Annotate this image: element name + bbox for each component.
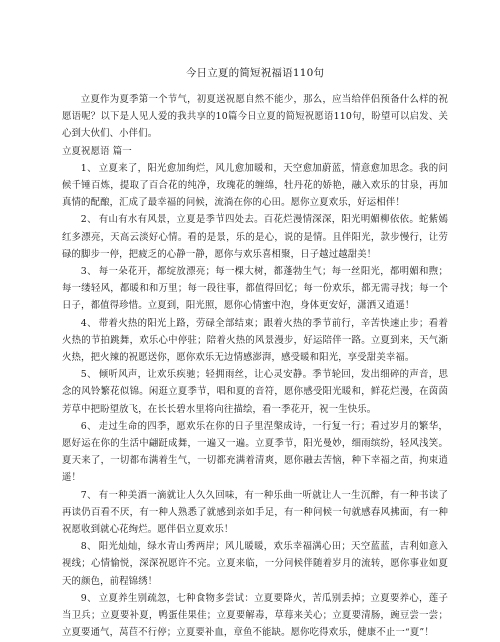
- list-item: 4、 带着火热的阳光上路，劳碌全部结束；跟着火热的季节前行，辛苦快速止步；看着火热的节拍跳舞，欢乐心中停驻；陪着火热的风景漫步，好运陪伴一路。立夏到来，天气渐火热，把火辣的祝愿送你，愿你欢乐无边情感澎湃，感受暖和阳光，享受甜美幸福。: [62, 317, 448, 364]
- list-item: 6、 走过生命的四季，愿欢乐在你的日子里涅槃成诗，一行复一行；看过岁月的繁华，愿好运在你的生活中翩跹成舞，一遍又一遍。立夏季节，阳光曼妙，细雨缤纷，轻风浅笑。夏天来了，一切都布满着生气，一切都充满着清爽，愿你融去苦恼，种下幸福之苗，拘束逍遥！: [62, 420, 448, 484]
- wish-list: [62, 160, 448, 642]
- list-item: 7、 有一种美酒一滴就让人久久回味，有一种乐曲一听就让人一生沉醉，有一种书读了再读仍百看不厌，有一种人熟悉了就感到亲如手足，有一种问候一句就感春风拂面，有一种祝愿收到就心花绚烂。愿伴侣立夏欢乐！: [62, 489, 448, 536]
- list-item: 2、 有山有水有风景，立夏是季节四处去。百花烂漫情深深，阳光明媚柳依依。蛇紫嫣红多漂亮，天高云淡好心情。看的是景，乐的是心，说的是情。且伴阳光，款步慢行，让劳碌的脚步一停，把疲乏的心静一静，愿你与欢乐喜相聚，日子越过越甜美！: [62, 214, 448, 260]
- page-title: 今日立夏的简短祝福语110句: [185, 67, 325, 79]
- list-item: 1、 立夏来了，阳光愈加绚烂，风儿愈加暖和，天空愈加蔚蓝，情意愈加思念。我的问候千锤百炼，提取了百合花的纯净，玫瑰花的缠绵，牡丹花的娇艳，融入欢乐的甘泉，再加真情的配酿，汇成了最幸福的问候，流淌在你的心田。愿你立夏欢乐，好运相伴！: [62, 162, 448, 209]
- list-item: 8、 阳光灿灿，绿水青山秀两岸；风儿暖暖，欢乐幸福满心田；天空蓝蓝，吉利如意入视线；心情愉悦，深深祝愿许不完。立夏来临，一分问候伴随着岁月的流转，愿你事业如夏天的颜色，前程锦绣！: [62, 541, 448, 587]
- list-item: 3、 每一朵花开，都绽放漂亮；每一棵大树，都蓬勃生气；每一丝阳光，都明媚和煦；每一缕轻风，都暖和和万里；每一段往事，都值得回忆；每一份欢乐，都无需寻找；每一个日子，都值得珍惜。立夏到，阳光照，愿你心情蜜中泡，身体更安好，潇洒又逍遥！: [62, 266, 448, 312]
- intro-paragraph: 立夏作为夏季第一个节气，初夏送祝愿自然不能少，那么，应当给伴侣预备什么样的祝愿语呢？以下是人见人爱的我共享的10篇今日立夏的简短祝愿语110句，盼望可以启发、关心到大伙们、小伴们。: [62, 94, 448, 140]
- section-heading: 立夏祝愿语 篇一: [62, 145, 132, 157]
- list-item: 9、 立夏养生别疏忽，七种食物多尝试：立夏要降火，苦瓜别丢掉；立夏要养心，莲子当卫兵；立夏要补夏，鸭蛋佳果佳；立夏要解毒，草莓来关心；立夏要清肠，豌豆尝一尝；立夏要通气，莴苣不行停；立夏要补血，章鱼不能缺。愿你吃得欢乐，健康不止一“夏”！: [62, 592, 448, 639]
- list-item: 5、 倾听风声，让欢乐疾驰；轻拥雨丝，让心灵安静。季节轮回，发出细碎的声音，思念的风铃繁花似锦。闲逛立夏季节，唱和夏的音符，愿你感受阳光暖和，鲜花烂漫，在茵茵芳草中把盼望放飞，在长长碧水里将向往描绘，看一季花开，祝一生快乐。: [62, 369, 448, 415]
